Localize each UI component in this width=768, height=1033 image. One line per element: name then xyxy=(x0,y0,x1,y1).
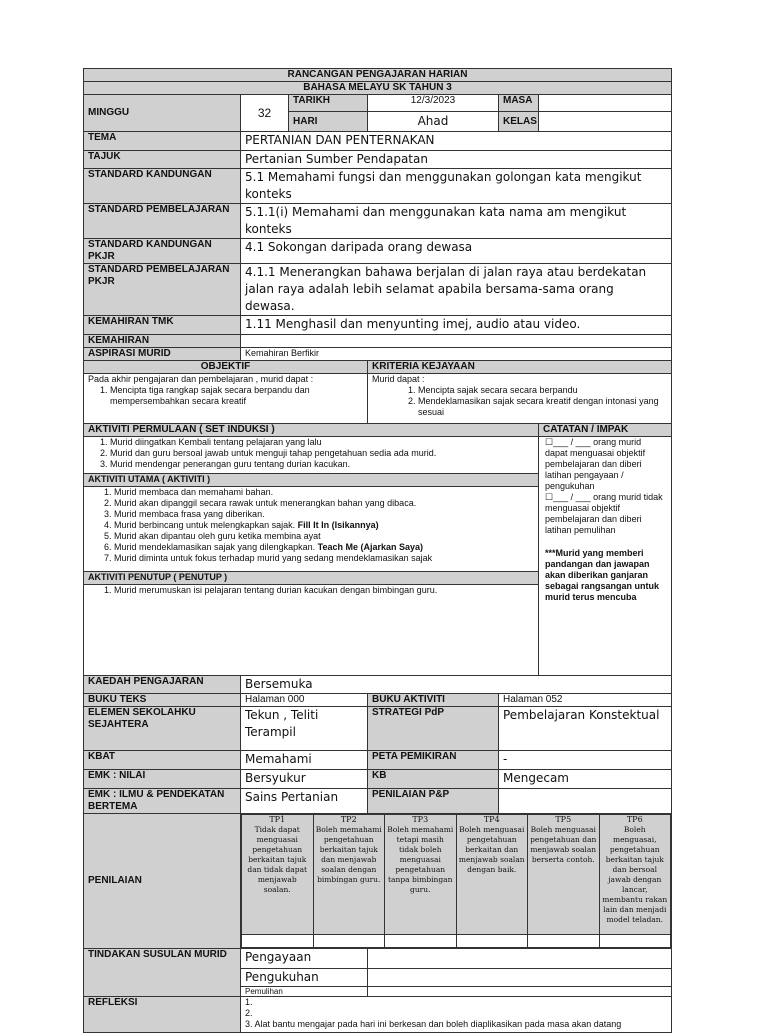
tp-cell: TP6 Boleh menguasai, pengetahuan berkaitan tajuk dan bersoal jawab dengan lancar, membantu rakan lain dan menjadi model teladan. xyxy=(599,815,671,935)
masa-value xyxy=(539,95,672,112)
tarikh-value: 12/3/2023 xyxy=(368,95,499,112)
sp-label: STANDARD PEMBELAJARAN xyxy=(84,204,241,239)
peta-value: - xyxy=(499,751,672,770)
kelas-label: KELAS xyxy=(499,112,539,132)
sk-label: STANDARD KANDUNGAN xyxy=(84,169,241,204)
susulan-label: TINDAKAN SUSULAN MURID xyxy=(84,949,241,997)
sk-value: 5.1 Memahami fungsi dan menggunakan golongan kata mengikut konteks xyxy=(241,169,672,204)
utama-item: 4. Murid berbincang untuk melengkapkan sajak. Fill It In (Isikannya) xyxy=(114,520,534,531)
tp-mark[interactable] xyxy=(313,935,385,948)
penilaian-pdp-value xyxy=(499,789,672,814)
penilaian-label: PENILAIAN xyxy=(84,814,241,949)
objektif-box xyxy=(84,374,368,424)
tp-grid xyxy=(241,814,672,949)
activities-box xyxy=(84,437,539,676)
aspirasi-value: Kemahiran Berfikir xyxy=(241,348,672,361)
hari-label: HARI xyxy=(289,112,368,132)
doc-subtitle: BAHASA MELAYU SK TAHUN 3 xyxy=(84,82,672,95)
tp-mark[interactable] xyxy=(599,935,671,948)
masa-label: MASA xyxy=(499,95,539,112)
kelas-value xyxy=(539,112,672,132)
utama-label: AKTIVITI UTAMA ( AKTIVITI ) xyxy=(84,474,538,487)
tp-mark[interactable] xyxy=(456,935,528,948)
nilai-label: EMK : NILAI xyxy=(84,770,241,789)
catatan-box xyxy=(539,437,672,676)
ilmu-value: Sains Pertanian xyxy=(241,789,368,814)
tp-cell: TP3 Boleh memahami tetapi masih tidak boleh menguasai pengetahuan tanpa bimbingan guru. xyxy=(385,815,457,935)
tp-mark[interactable] xyxy=(528,935,600,948)
refleksi-line-2: 2. xyxy=(245,1008,253,1018)
aspirasi-label: ASPIRASI MURID xyxy=(84,348,241,361)
kriteria-box xyxy=(368,374,672,424)
tmk-label: KEMAHIRAN TMK xyxy=(84,316,241,335)
buku-teks-label: BUKU TEKS xyxy=(84,694,241,707)
kriteria-intro: Murid dapat : xyxy=(372,374,425,384)
tema-value: PERTANIAN DAN PENTERNAKAN xyxy=(241,132,672,151)
kaedah-label: KAEDAH PENGAJARAN xyxy=(84,676,241,694)
buku-aktiviti-value: Halaman 052 xyxy=(499,694,672,707)
pengayaan-value xyxy=(368,949,672,969)
kemahiran-value xyxy=(241,335,672,348)
utama-item: 5. Murid akan dipantau oleh guru ketika membina ayat xyxy=(114,531,534,542)
strategi-label: STRATEGI PdP xyxy=(368,707,499,751)
pemulihan-value xyxy=(368,987,672,997)
tarikh-label: TARIKH xyxy=(289,95,368,112)
catatan-text-1: ☐___ / ___ orang murid dapat menguasai objektif pembelajaran dan diberi latihan pengayaan / pengukuhan xyxy=(545,437,646,491)
objektif-item: 1. Mencipta tiga rangkap sajak secara berpandu dan mempersembahkan secara kreatif xyxy=(110,385,363,407)
tp-cell: TP2 Boleh memahami pengetahuan berkaitan tajuk dan menjawab soalan dengan bimbingan guru. xyxy=(313,815,385,935)
lesson-plan-table xyxy=(83,68,672,1033)
penutup-item: 1. Murid merumuskan isi pelajaran tentang durian kacukan dengan bimbingan guru. xyxy=(114,585,534,596)
pengayaan-label: Pengayaan xyxy=(241,949,368,969)
spp-label: STANDARD PEMBELAJARAN PKJR xyxy=(84,264,241,316)
pemulihan-label: Pemulihan xyxy=(241,987,368,997)
peta-label: PETA PEMIKIRAN xyxy=(368,751,499,770)
penutup-label: AKTIVITI PENUTUP ( PENUTUP ) xyxy=(84,572,538,585)
kemahiran-label: KEMAHIRAN xyxy=(84,335,241,348)
utama-item: 1. Murid membaca dan memahami bahan. xyxy=(114,487,534,498)
kbat-value: Memahami xyxy=(241,751,368,770)
elemen-value: Tekun , Teliti Terampil xyxy=(241,707,368,751)
catatan-label: CATATAN / IMPAK xyxy=(539,424,672,437)
sp-value: 5.1.1(i) Memahami dan menggunakan kata nama am mengikut konteks xyxy=(241,204,672,239)
tajuk-value: Pertanian Sumber Pendapatan xyxy=(241,151,672,169)
objektif-intro: Pada akhir pengajaran dan pembelajaran , murid dapat : xyxy=(88,374,314,384)
permulaan-item: 3. Murid mendengar penerangan guru tentang durian kacukan. xyxy=(110,459,534,470)
buku-aktiviti-label: BUKU AKTIVITI xyxy=(368,694,499,707)
permulaan-label: AKTIVITI PERMULAAN ( SET INDUKSI ) xyxy=(84,424,539,437)
doc-title: RANCANGAN PENGAJARAN HARIAN xyxy=(84,69,672,82)
kaedah-value: Bersemuka xyxy=(241,676,672,694)
minggu-label: MINGGU xyxy=(84,95,241,132)
refleksi-line-3: 3. Alat bantu mengajar pada hari ini berkesan dan boleh diaplikasikan pada masa akan datang xyxy=(245,1019,622,1029)
nilai-value: Bersyukur xyxy=(241,770,368,789)
skp-label: STANDARD KANDUNGAN PKJR xyxy=(84,239,241,264)
strategi-value: Pembelajaran Konstektual xyxy=(499,707,672,751)
objektif-label: OBJEKTIF xyxy=(84,361,368,374)
refleksi-line-1: 1. xyxy=(245,997,253,1007)
kriteria-label: KRITERIA KEJAYAAN xyxy=(368,361,672,374)
pengukuhan-label: Pengukuhan xyxy=(241,969,368,987)
refleksi-box xyxy=(241,997,672,1033)
tp-cell: TP5 Boleh menguasai pengetahuan dan menjawab soalan berserta contoh. xyxy=(528,815,600,935)
hari-value: Ahad xyxy=(368,112,499,132)
kbat-label: KBAT xyxy=(84,751,241,770)
buku-teks-value: Halaman 000 xyxy=(241,694,368,707)
refleksi-label: REFLEKSI xyxy=(84,997,241,1033)
tp-table xyxy=(241,814,671,948)
tp-mark[interactable] xyxy=(385,935,457,948)
utama-item: 3. Murid membaca frasa yang diberikan. xyxy=(114,509,534,520)
permulaan-item: 2. Murid dan guru bersoal jawab untuk menguji tahap pengetahuan sedia ada murid. xyxy=(110,448,534,459)
utama-item: 6. Murid mendeklamasikan sajak yang dilengkapkan. Teach Me (Ajarkan Saya) xyxy=(114,542,534,553)
tp-cell: TP4 Boleh menguasai pengetahuan berkaitan dan menjawab soalan dengan baik. xyxy=(456,815,528,935)
tp-cell: TP1 Tidak dapat menguasai pengetahuan berkaitan tajuk dan tidak dapat menjawab soalan. xyxy=(242,815,314,935)
kriteria-item: 2. Mendeklamasikan sajak secara kreatif dengan intonasi yang sesuai xyxy=(418,396,667,418)
tajuk-label: TAJUK xyxy=(84,151,241,169)
tp-mark[interactable] xyxy=(242,935,314,948)
elemen-label: ELEMEN SEKOLAHKU SEJAHTERA xyxy=(84,707,241,751)
minggu-value: 32 xyxy=(241,95,289,132)
catatan-text-2: ☐___ / ___ orang murid tidak menguasai objektif pembelajaran dan diberi latihan pemulihan xyxy=(545,492,663,535)
kriteria-item: 1. Mencipta sajak secara secara berpandu xyxy=(418,385,667,396)
utama-item: 2. Murid akan dipanggil secara rawak untuk menerangkan bahan yang dibaca. xyxy=(114,498,534,509)
penilaian-pdp-label: PENILAIAN P&P xyxy=(368,789,499,814)
spp-value: 4.1.1 Menerangkan bahawa berjalan di jalan raya atau berdekatan jalan raya adalah lebih selamat apabila bersama-sama orang dewasa. xyxy=(241,264,672,316)
ilmu-label: EMK : ILMU & PENDEKATAN BERTEMA xyxy=(84,789,241,814)
permulaan-item: 1. Murid diingatkan Kembali tentang pelajaran yang lalu xyxy=(110,437,534,448)
lesson-plan xyxy=(83,68,671,1033)
tema-label: TEMA xyxy=(84,132,241,151)
kb-value: Mengecam xyxy=(499,770,672,789)
kb-label: KB xyxy=(368,770,499,789)
pengukuhan-value xyxy=(368,969,672,987)
catatan-note: ***Murid yang memberi pandangan dan jawapan akan diberikan ganjaran sebagai rangsangan untuk murid terus mencuba xyxy=(545,548,660,602)
skp-value: 4.1 Sokongan daripada orang dewasa xyxy=(241,239,672,264)
tmk-value: 1.11 Menghasil dan menyunting imej, audio atau video. xyxy=(241,316,672,335)
utama-item: 7. Murid diminta untuk fokus terhadap murid yang sedang mendeklamasikan sajak xyxy=(114,553,534,564)
